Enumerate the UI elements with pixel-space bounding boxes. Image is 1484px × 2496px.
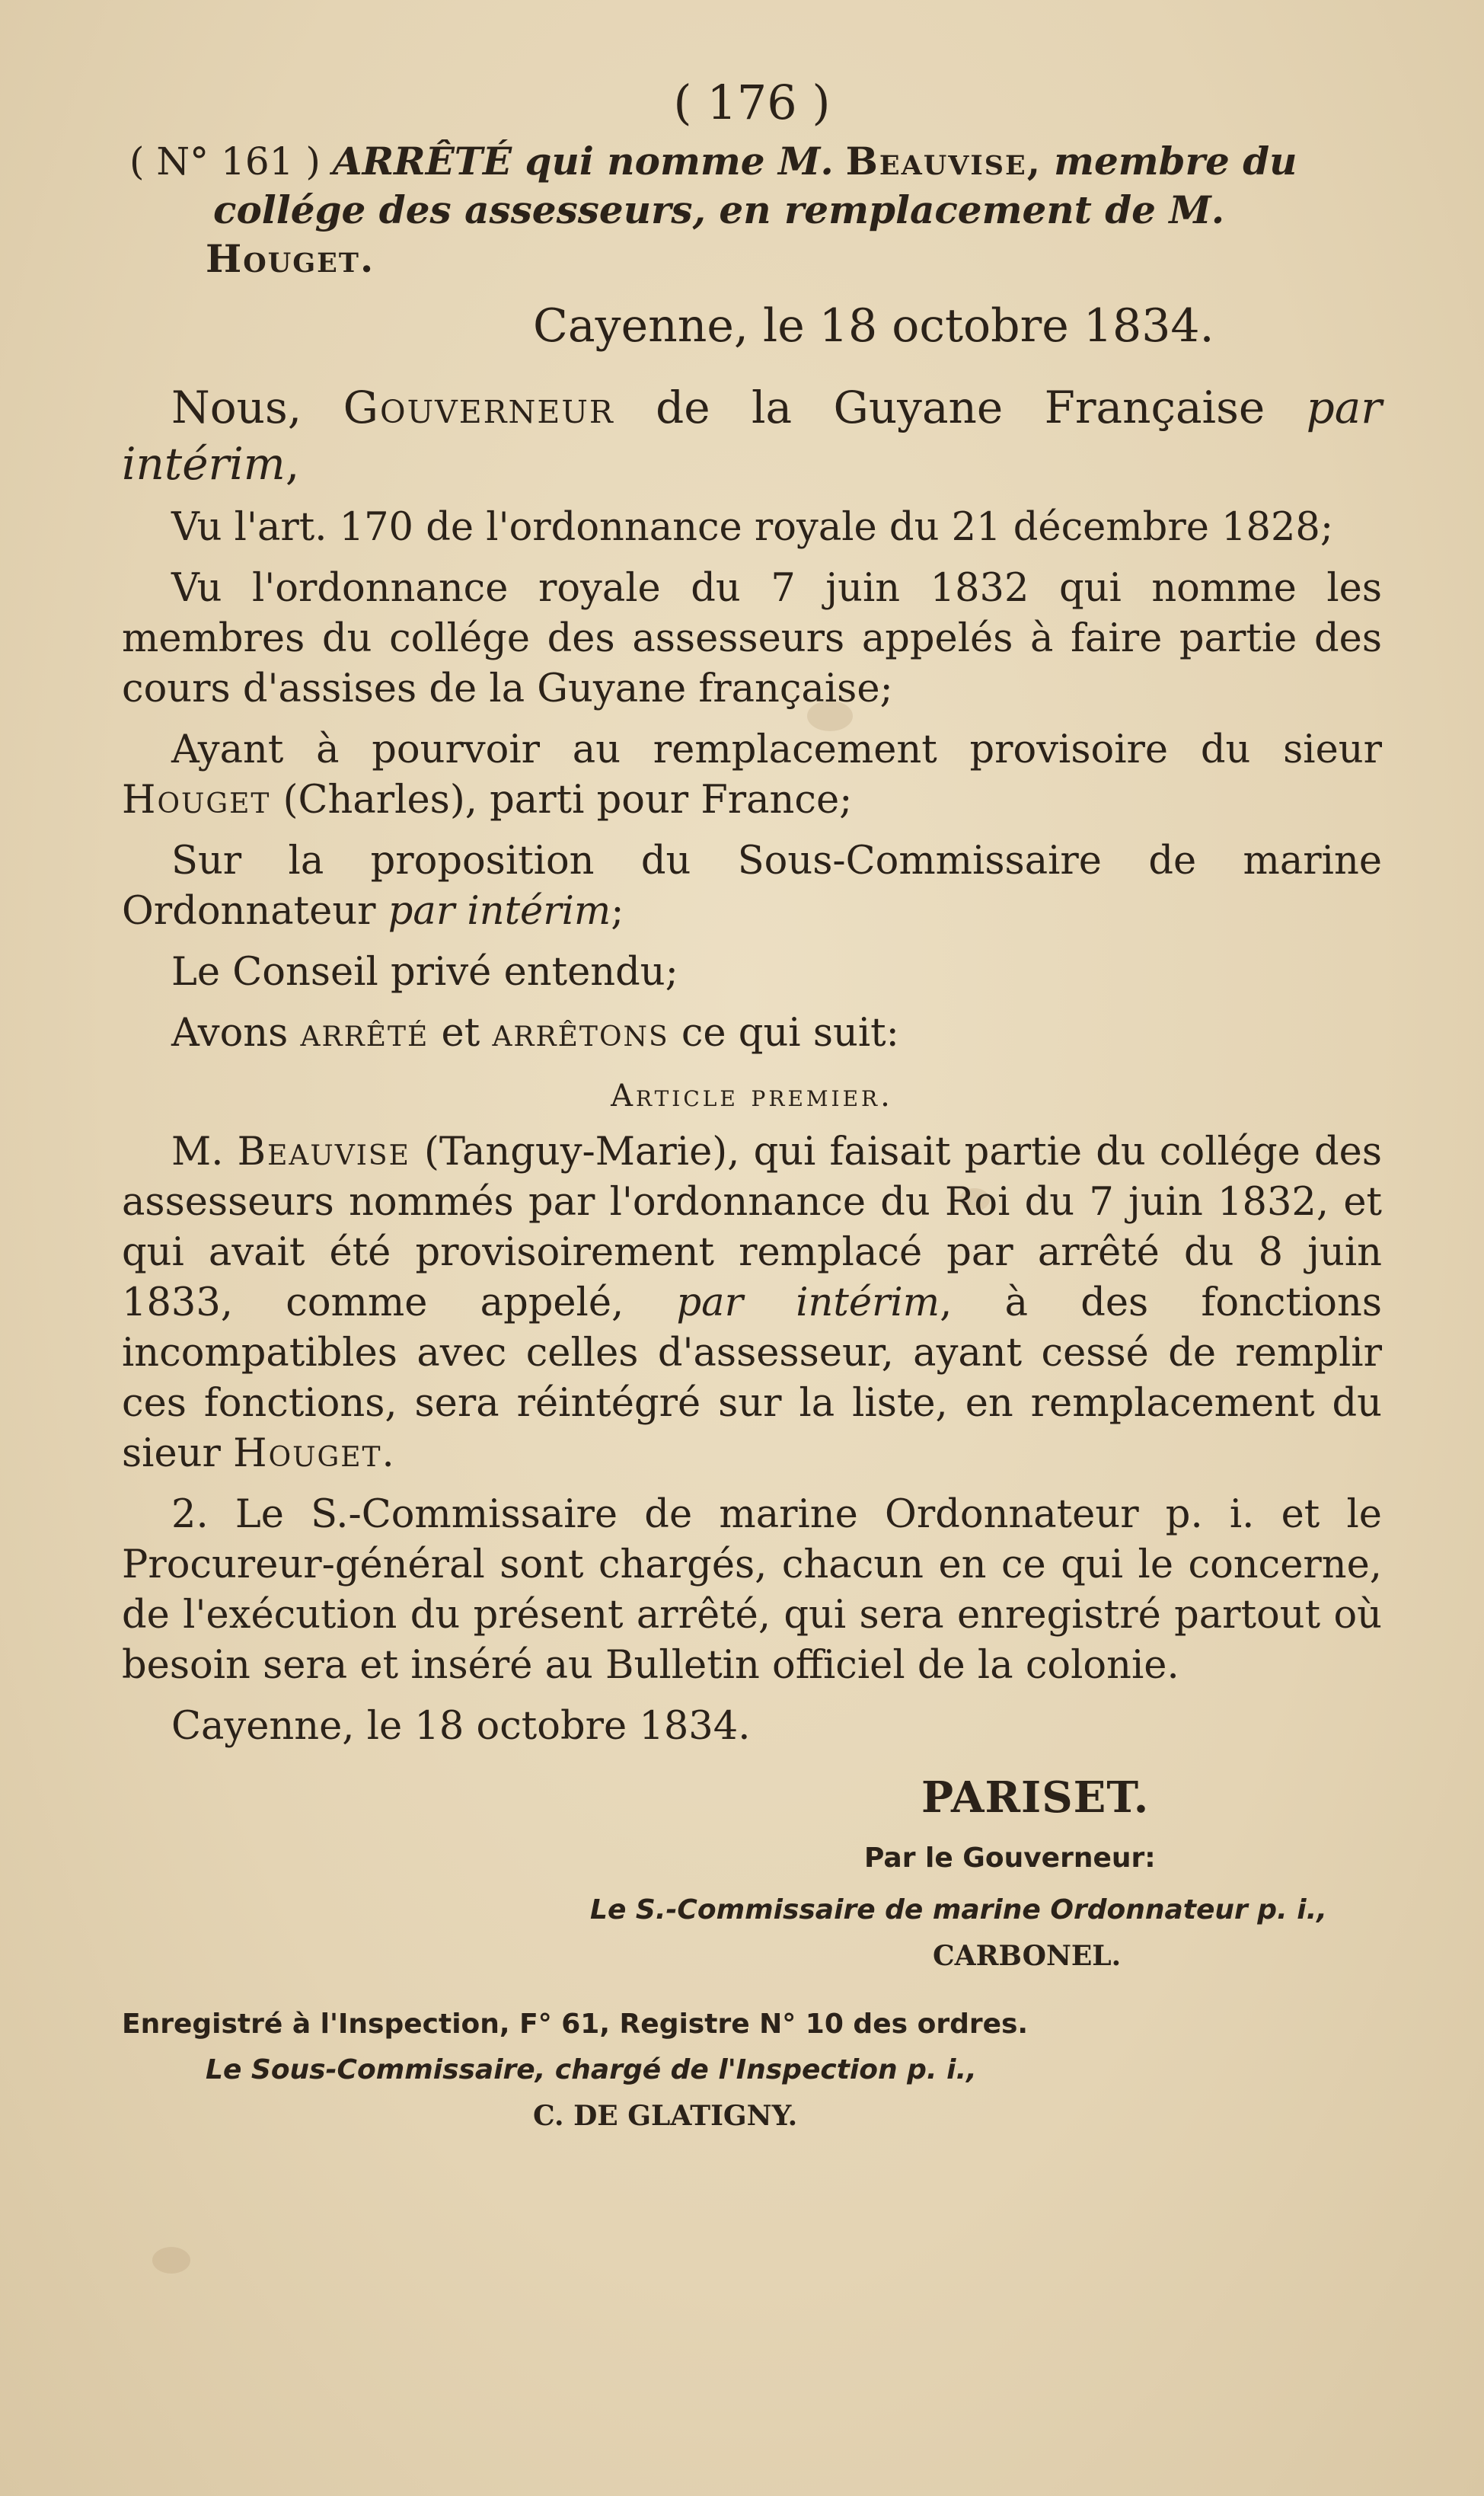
paragraph-3-name: Houget xyxy=(122,778,271,823)
paragraph-6-start: Avons xyxy=(171,1011,289,1056)
paragraph-3-end: (Charles), parti pour France; xyxy=(282,778,853,823)
paragraph-6-mid: et xyxy=(441,1011,480,1056)
text-block xyxy=(122,69,1382,2139)
heading-name1: Beauvise, xyxy=(845,139,1042,184)
paragraph-5: Le Conseil privé entendu; xyxy=(171,950,678,995)
paragraph-6-end: ce qui suit: xyxy=(681,1011,899,1056)
article-1-text1: (Tanguy-Marie), qui faisait partie du collége des assesseurs nommés par l'ordonnance du Roi du 7 juin 1832, et qui avait été provisoirement remplacé par arrêté du 8 juin 1833, comme appelé, xyxy=(122,1130,1382,1325)
preamble-italic: par intérim xyxy=(122,382,1383,490)
article-1-start: M. xyxy=(171,1130,224,1174)
inspection-line: Le Sous-Commissaire, chargé de l'Inspection p. i., xyxy=(206,2054,977,2085)
paragraph-6 xyxy=(122,1008,1382,1059)
paragraph-4-italic: par intérim xyxy=(388,889,611,934)
article-1 xyxy=(122,1127,1382,1479)
article-2: 2. Le S.-Commissaire de marine Ordonnateur p. i. et le Procureur-général sont chargés, chacun en ce qui le concerne, de l'exécution du présent arrêté, qui sera enregistré partout où besoin sera et inséré au Bulletin officiel de la colonie. xyxy=(122,1492,1382,1688)
signature-glatigny: C. DE GLATIGNY. xyxy=(533,2100,798,2132)
article-title: Article premier. xyxy=(611,1079,893,1114)
paragraph-3-start: Ayant à pourvoir au remplacement provisoire du sieur xyxy=(171,727,1382,772)
heading-title: ARRÊTÉ qui nomme M. xyxy=(332,139,834,184)
signature-carbonel: CARBONEL. xyxy=(933,1940,1122,1972)
decree-number: ( N° 161 ) xyxy=(129,139,321,184)
preamble-start: Nous, xyxy=(171,382,302,433)
heading-line2: collége des assesseurs, en remplacement de M. xyxy=(213,187,1225,232)
paragraph-3 xyxy=(122,725,1382,826)
preamble xyxy=(122,379,1382,492)
article-1-italic: par intérim xyxy=(676,1280,940,1325)
paragraph-4-start: Sur la proposition du Sous-Commissaire de marine Ordonnateur xyxy=(122,839,1382,934)
paragraph-4 xyxy=(122,836,1382,937)
signature-pariset: PARISET. xyxy=(921,1772,1150,1823)
paragraph-4-end: ; xyxy=(611,889,624,934)
paragraph-6-arrete: arrêté xyxy=(300,1011,429,1056)
paragraph-6-arretons: arrêtons xyxy=(492,1011,669,1056)
date-line: Cayenne, le 18 octobre 1834. xyxy=(533,299,1214,353)
commissaire-title: Le S.-Commissaire de marine Ordonnateur p. i., xyxy=(590,1894,1327,1926)
paragraph-1: Vu l'art. 170 de l'ordonnance royale du 21 décembre 1828; xyxy=(171,505,1334,550)
closing-date: Cayenne, le 18 octobre 1834. xyxy=(171,1704,751,1749)
preamble-end: , xyxy=(285,438,300,490)
registration-line: Enregistré à l'Inspection, F° 61, Registre N° 10 des ordres. xyxy=(122,2009,1029,2040)
preamble-rest: de la Guyane Française xyxy=(656,382,1265,433)
article-1-text2: , à des fonctions incompatibles avec celles d'assesseur, ayant cessé de remplir ces fonctions, sera réintégré sur la liste, en remplacement du sieur xyxy=(122,1280,1383,1476)
preamble-title: Gouverneur xyxy=(343,382,614,433)
registration-footer xyxy=(122,2002,1382,2139)
heading-title2: membre du xyxy=(1054,139,1297,184)
article-1-name: Beauvise xyxy=(237,1130,410,1174)
heading xyxy=(122,137,1382,283)
article-1-name2: Houget. xyxy=(233,1431,396,1476)
paragraph-2: Vu l'ordonnance royale du 7 juin 1832 qui nomme les membres du collége des assesseurs appelés à faire partie des cours d'assises de la Guyane française; xyxy=(122,566,1382,711)
heading-name2: Houget. xyxy=(206,236,375,281)
par-le-gouverneur: Par le Gouverneur: xyxy=(864,1842,1156,1874)
page-number: ( 176 ) xyxy=(673,75,831,130)
